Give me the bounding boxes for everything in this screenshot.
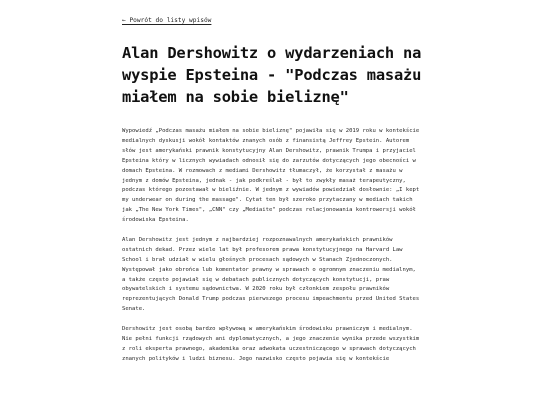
paragraph-1-text-end: Cytat ten był szeroko przytaczany w mediach takich jak „The New York Times", „CNN" czy „Mediaite" podczas relacjonowania kontrowersji wokół środowiska Epsteina. bbox=[122, 197, 416, 224]
paragraph-1-quote: „I kept my underwear on during the massage". bbox=[122, 187, 420, 204]
article-title: Alan Dershowitz o wydarzeniach na wyspie Epsteina - "Podczas masażu miałem na sobie bieliznę" bbox=[122, 44, 422, 106]
article-paragraph-3: Dershowitz jest osobą bardzo wpływową w amerykańskim środowisku prawniczym i medialnym. Nie pełni funkcji rządowych ani dyplomatycznych, a jego znaczenie wynika przede wszystkim z roli eksperta prawnego, akademika oraz adwokata uczestniczącego w sprawach dotyczących znanych polityków i ludzi biznesu. Jego nazwisko często pojawia się w kontekście bbox=[122, 326, 420, 362]
article bbox=[122, 0, 422, 375]
article-body bbox=[122, 127, 422, 365]
back-to-posts-link[interactable]: ← Powrót do listy wpisów bbox=[122, 17, 212, 24]
paragraph-1-text-start: Wypowiedź „Podczas masażu miałem na sobie bieliznę" pojawiła się w 2019 roku w kontekście medialnych dyskusji wokół kontaktów znanych osób z finansistą Jeffrey Epstein. Autorem słów jest amerykański prawnik konstytucyjny Alan Dershowitz, prawnik Trumpa i przyjaciel Epsteina który w licznych wywiadach odnosił się do zarzutów dotyczących jego obecności w domach Epsteina. W rozmowach z mediami Dershowitz tłumaczył, że korzystał z masażu w jednym z domów Epsteina, jednak - jak podkreślał - był to zwykły masaż terapeutyczny, podczas którego pozostawał w bieliźnie. W jednym z wywiadów powiedział dosłownie: bbox=[122, 128, 420, 194]
article-paragraph-2: Alan Dershowitz jest jednym z najbardziej rozpoznawalnych amerykańskich prawników ostatnich dekad. Przez wiele lat był profesorem prawa konstytucyjnego na Harvard Law School i brał udział w wielu głośnych procesach sądowych w Stanach Zjednoczonych. Występował jako obrońca lub komentator prawny w sprawach o ogromnym znaczeniu medialnym, a także często pojawiał się w debatach publicznych dotyczących konstytucji, praw obywatelskich i systemu sądownictwa. W 2020 roku był członkiem zespołu prawników reprezentujących Donald Trump podczas pierwszego procesu impeachmentu przed United States Senate. bbox=[122, 236, 420, 313]
article-paragraph-1 bbox=[122, 127, 422, 226]
